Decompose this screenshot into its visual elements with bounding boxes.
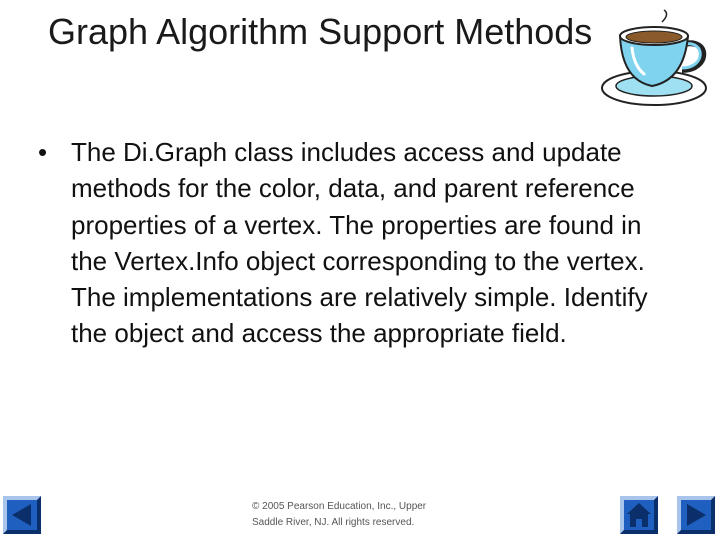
bullet-text: The Di.Graph class includes access and update methods for the color, data, and parent reference properties of a vertex. The properties are found in the Vertex.Info object corresponding to the vertex. The implementations are relatively simple. Identify the object and access the appropriate field. [71,137,648,349]
next-slide-button[interactable] [677,496,715,534]
copyright-footer [252,499,462,531]
right-triangle-icon [677,496,715,534]
slide-title: Graph Algorithm Support Methods [48,11,593,52]
home-button[interactable] [620,496,658,534]
copyright-line-2: Saddle River, NJ. All rights reserved. [252,517,415,528]
home-icon [620,496,658,534]
teacup-icon [592,8,716,112]
copyright-line-1: © 2005 Pearson Education, Inc., Upper [252,501,427,512]
bullet-marker: • [38,137,48,167]
left-triangle-icon [3,496,41,534]
bullet-item [38,134,678,352]
slide-body [38,134,678,352]
previous-slide-button[interactable] [3,496,41,534]
